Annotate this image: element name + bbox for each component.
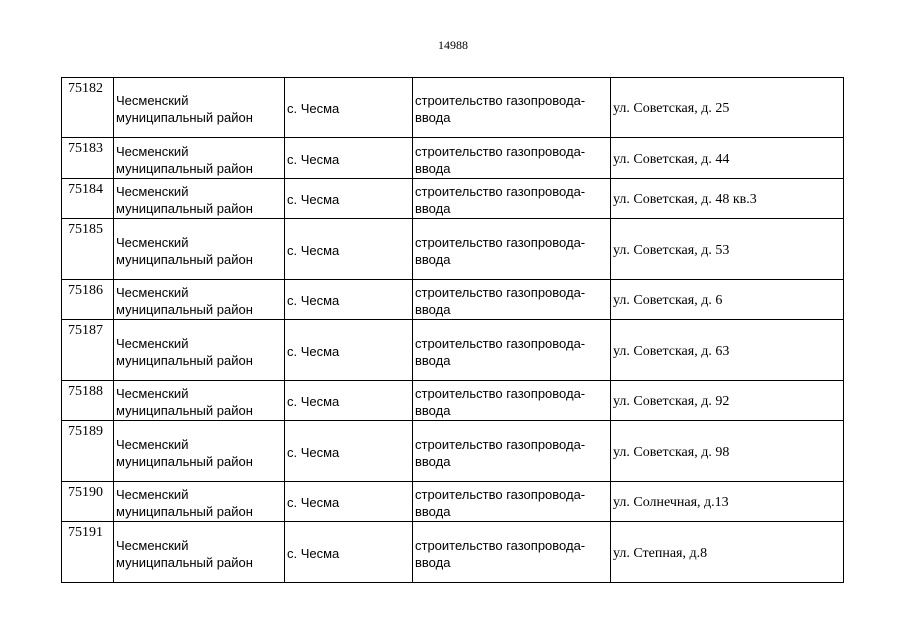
address-cell: ул. Советская, д. 53	[611, 219, 844, 280]
work-cell	[413, 482, 611, 522]
table-row	[62, 522, 844, 583]
district-text: Чесменский муниципальный район	[116, 143, 253, 176]
page-number: 14988	[438, 38, 468, 52]
village-cell: с. Чесма	[285, 421, 413, 482]
work-cell	[413, 320, 611, 381]
district-cell	[114, 78, 285, 138]
row-number: 75187	[62, 320, 114, 381]
district-text: Чесменский муниципальный район	[116, 487, 253, 519]
row-number: 75189	[62, 421, 114, 482]
work-cell	[413, 179, 611, 219]
work-text: строительство газопровода-ввода	[415, 335, 586, 368]
row-number: 75183	[62, 138, 114, 179]
village-cell: с. Чесма	[285, 219, 413, 280]
village-cell: с. Чесма	[285, 381, 413, 421]
row-number: 75188	[62, 381, 114, 421]
work-cell	[413, 219, 611, 280]
table-row	[62, 179, 844, 219]
table-row	[62, 320, 844, 381]
district-cell	[114, 381, 285, 421]
district-cell	[114, 179, 285, 219]
address-cell: ул. Советская, д. 63	[611, 320, 844, 381]
address-cell: ул. Советская, д. 48 кв.3	[611, 179, 844, 219]
district-cell	[114, 320, 285, 381]
table-row	[62, 381, 844, 421]
table-row	[62, 78, 844, 138]
village-cell: с. Чесма	[285, 320, 413, 381]
district-text: Чесменский муниципальный район	[116, 537, 253, 570]
table-row	[62, 421, 844, 482]
work-cell	[413, 381, 611, 421]
village-cell: с. Чесма	[285, 482, 413, 522]
address-cell: ул. Степная, д.8	[611, 522, 844, 583]
district-text: Чесменский муниципальный район	[116, 386, 253, 418]
district-cell	[114, 482, 285, 522]
work-text: строительство газопровода-ввода	[415, 436, 586, 469]
district-text: Чесменский муниципальный район	[116, 93, 253, 125]
work-text: строительство газопровода-ввода	[415, 487, 586, 519]
district-text: Чесменский муниципальный район	[116, 184, 253, 216]
table-row	[62, 138, 844, 179]
address-cell: ул. Советская, д. 25	[611, 78, 844, 138]
work-cell	[413, 138, 611, 179]
district-text: Чесменский муниципальный район	[116, 234, 253, 267]
district-text: Чесменский муниципальный район	[116, 285, 253, 317]
village-cell: с. Чесма	[285, 280, 413, 320]
village-cell: с. Чесма	[285, 179, 413, 219]
village-cell: с. Чесма	[285, 78, 413, 138]
village-cell: с. Чесма	[285, 522, 413, 583]
work-text: строительство газопровода-ввода	[415, 386, 586, 418]
district-cell	[114, 219, 285, 280]
work-text: строительство газопровода-ввода	[415, 143, 586, 176]
district-text: Чесменский муниципальный район	[116, 436, 253, 469]
work-cell	[413, 522, 611, 583]
address-cell: ул. Советская, д. 44	[611, 138, 844, 179]
row-number: 75182	[62, 78, 114, 138]
address-cell: ул. Солнечная, д.13	[611, 482, 844, 522]
work-cell	[413, 78, 611, 138]
table-row	[62, 280, 844, 320]
district-cell	[114, 280, 285, 320]
table-row	[62, 482, 844, 522]
work-text: строительство газопровода-ввода	[415, 234, 586, 267]
registry-table	[61, 77, 844, 583]
row-number: 75184	[62, 179, 114, 219]
district-text: Чесменский муниципальный район	[116, 335, 253, 368]
work-text: строительство газопровода-ввода	[415, 184, 586, 216]
work-text: строительство газопровода-ввода	[415, 537, 586, 570]
row-number: 75186	[62, 280, 114, 320]
district-cell	[114, 522, 285, 583]
work-cell	[413, 421, 611, 482]
address-cell: ул. Советская, д. 92	[611, 381, 844, 421]
row-number: 75190	[62, 482, 114, 522]
work-text: строительство газопровода-ввода	[415, 285, 586, 317]
district-cell	[114, 138, 285, 179]
row-number: 75191	[62, 522, 114, 583]
district-cell	[114, 421, 285, 482]
table-row	[62, 219, 844, 280]
address-cell: ул. Советская, д. 98	[611, 421, 844, 482]
row-number: 75185	[62, 219, 114, 280]
address-cell: ул. Советская, д. 6	[611, 280, 844, 320]
work-cell	[413, 280, 611, 320]
village-cell: с. Чесма	[285, 138, 413, 179]
work-text: строительство газопровода-ввода	[415, 93, 586, 125]
